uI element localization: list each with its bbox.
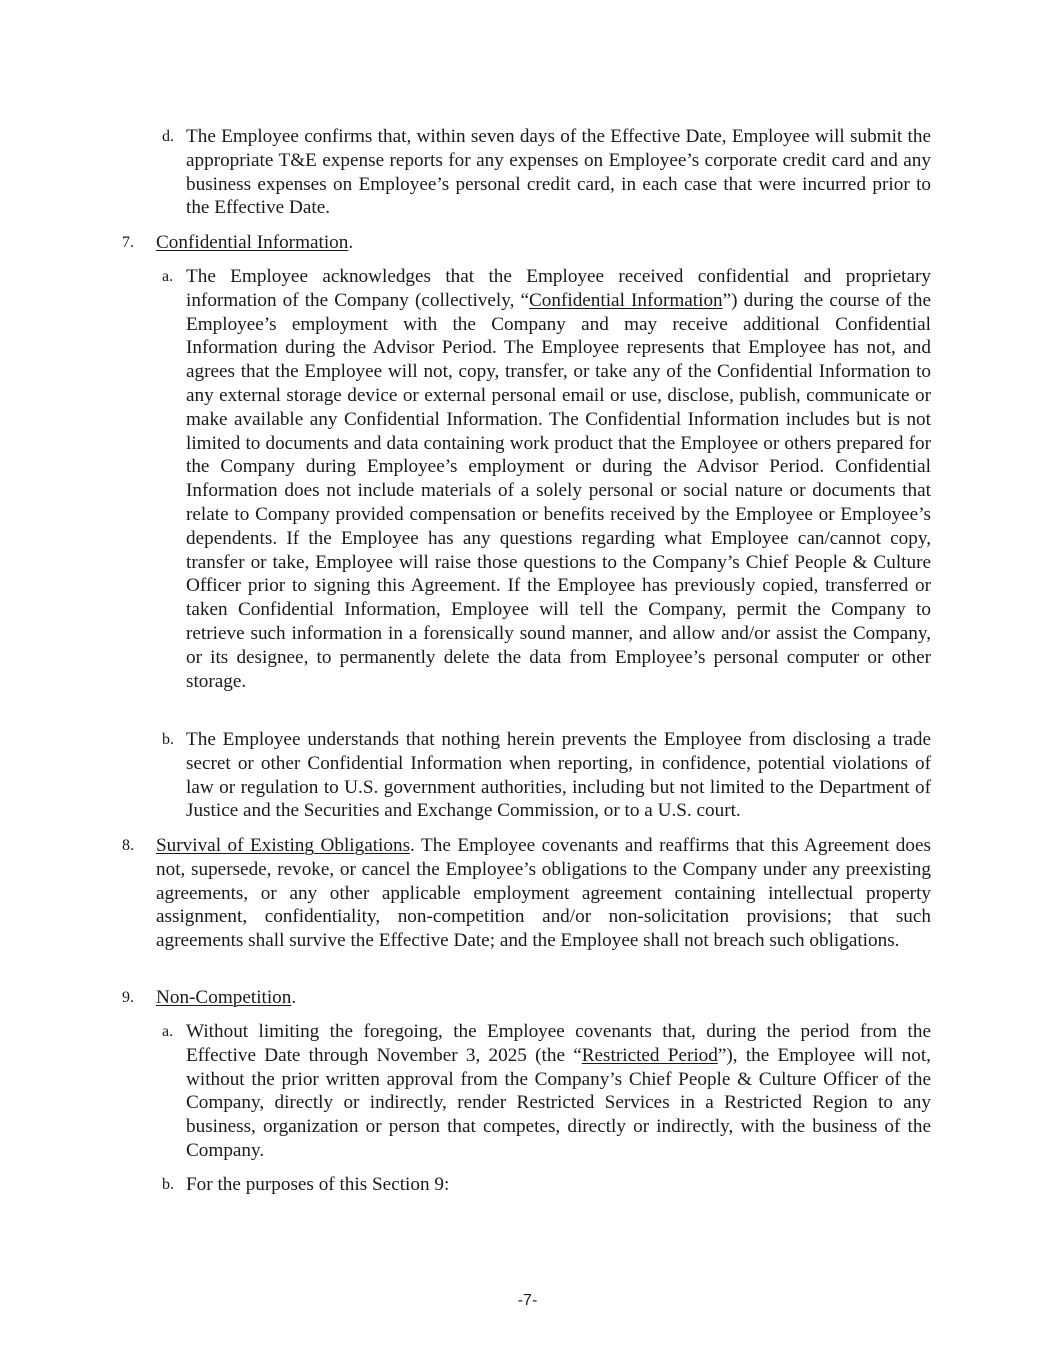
section-number: 7. bbox=[122, 234, 134, 251]
section-number: 8. bbox=[122, 837, 134, 854]
section-7-heading bbox=[122, 231, 931, 255]
list-item-7a bbox=[162, 265, 931, 693]
defined-term: Confidential Information bbox=[528, 289, 723, 311]
section-number: 9. bbox=[122, 989, 134, 1006]
paragraph-text bbox=[186, 1020, 931, 1163]
section-8 bbox=[122, 834, 931, 953]
text-segment: The Employee acknowledges that the Employee received confidential and proprietary information of the Company (collectively, “ bbox=[186, 266, 931, 311]
text-segment: Without limiting the foregoing, the Employee covenants that, during the period from the Effective Date through November 3, 2025 (the “ bbox=[186, 1021, 931, 1066]
list-item-7b bbox=[162, 728, 931, 823]
list-item-9a bbox=[162, 1020, 931, 1163]
heading-punctuation: . bbox=[348, 232, 354, 253]
paragraph-text: The Employee understands that nothing herein prevents the Employee from disclosing a trade secret or other Confidential Information when reporting, in confidence, potential violations of law or regulation to U.S. government authorities, including but not limited to the Department of Justice and the Securities and Exchange Commission, or to a U.S. court. bbox=[186, 729, 931, 822]
list-marker: b. bbox=[162, 731, 174, 748]
paragraph-text: For the purposes of this Section 9: bbox=[186, 1174, 450, 1195]
text-segment: ”), the Employee will not, without the prior written approval from the Company’s Chief People & Culture Officer of the Company, directly or indirectly, render Restricted Services in a Restricted Region to any business, organization or person that competes, directly or indirectly, with the business of the Company. bbox=[186, 1044, 931, 1161]
text-segment: . The Employee covenants and reaffirms that this Agreement does not, supersede, revoke, or cancel the Employee’s obligations to the Company under any preexisting agreements, or any other applicable employment agreement containing intellectual property assignment, confidentiality, non-competition and/or non-solicitation provisions; that such agreements shall survive the Effective Date; and the Employee shall not breach such obligations. bbox=[156, 835, 931, 952]
list-marker: a. bbox=[162, 1023, 174, 1040]
section-9-heading bbox=[122, 986, 931, 1010]
list-marker: d. bbox=[162, 128, 174, 145]
page-number: -7- bbox=[517, 1292, 538, 1309]
list-item-9b bbox=[162, 1173, 931, 1197]
list-marker: a. bbox=[162, 268, 174, 285]
section-title: Survival of Existing Obligations bbox=[156, 835, 411, 856]
paragraph-text bbox=[156, 834, 931, 953]
defined-term: Restricted Period bbox=[581, 1044, 718, 1066]
paragraph-text: The Employee confirms that, within seven days of the Effective Date, Employee will submit the appropriate T&E expense reports for any expenses on Employee’s corporate credit card and any business expenses on Employee’s personal credit card, in each case that were incurred prior to the Effective Date. bbox=[186, 126, 931, 219]
section-title: Non-Competition bbox=[156, 987, 292, 1008]
heading-punctuation: . bbox=[291, 987, 297, 1008]
list-item-d bbox=[162, 125, 931, 220]
paragraph-text bbox=[186, 265, 931, 693]
section-title: Confidential Information bbox=[156, 232, 349, 253]
text-segment: ”) during the course of the Employee’s employment with the Company and may receive additional Confidential Information during the Advisor Period. The Employee represents that Employee has not, and agrees that the Employee will not, copy, transfer, or take any of the Confidential Information to any external storage device or external personal email or use, disclose, publish, communicate or make available any Confidential Information. The Confidential Information includes but is not limited to documents and data containing work product that the Employee or others prepared for the Company during Employee’s employment or during the Advisor Period. Confidential Information does not include materials of a solely personal or social nature or documents that relate to Company provided compensation or benefits received by the Employee or Employee’s dependents. If the Employee has any questions regarding what Employee can/cannot copy, transfer or take, Employee will raise those questions to the Company’s Chief People & Culture Officer prior to signing this Agreement. If the Employee has previously copied, transferred or taken Confidential Information, Employee will tell the Company, permit the Company to retrieve such information in a forensically sound manner, and allow and/or assist the Company, or its designee, to permanently delete the data from Employee’s personal computer or other storage. bbox=[186, 289, 931, 692]
list-marker: b. bbox=[162, 1176, 174, 1193]
